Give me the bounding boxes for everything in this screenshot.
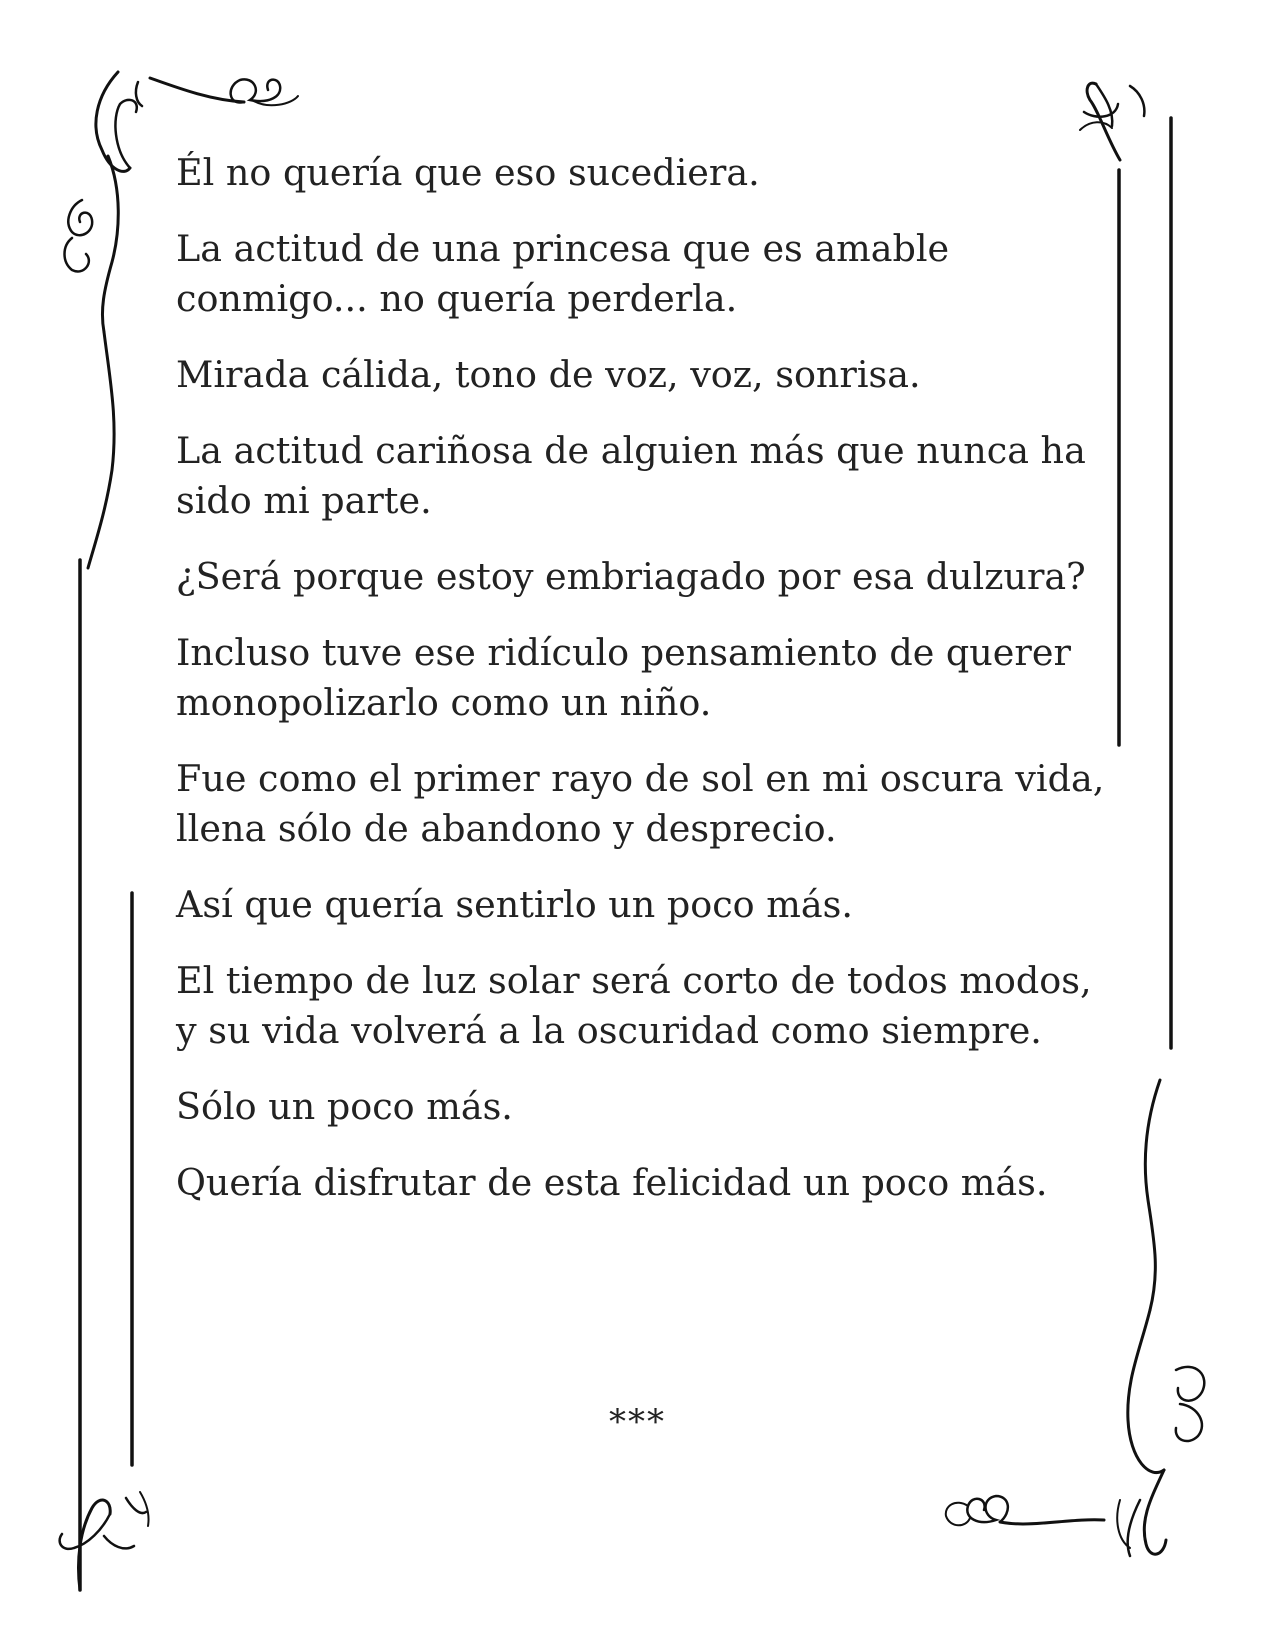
- paragraph: Sólo un poco más.: [176, 1085, 513, 1128]
- flourish-bottom-left-icon: [60, 1492, 149, 1590]
- paragraph: ¿Será porque estoy embriagado por esa dulzura?: [176, 555, 1086, 598]
- paragraph: Él no quería que eso sucediera.: [176, 151, 760, 194]
- paragraph: La actitud cariñosa de alguien más que nunca ha sido mi parte.: [176, 429, 1086, 522]
- paragraph: Fue como el primer rayo de sol en mi oscura vida, llena sólo de abandono y desprecio.: [176, 757, 1105, 850]
- paragraph: Incluso tuve ese ridículo pensamiento de querer monopolizarlo como un niño.: [176, 631, 1071, 724]
- paragraph: Así que quería sentirlo un poco más.: [176, 883, 853, 926]
- paragraph: Quería disfrutar de esta felicidad un poco más.: [176, 1161, 1048, 1204]
- scene-separator: ***: [609, 1402, 666, 1442]
- paragraph: La actitud de una princesa que es amable conmigo... no quería perderla.: [176, 227, 950, 320]
- paragraph: Mirada cálida, tono de voz, voz, sonrisa.: [176, 353, 921, 396]
- story-text: [176, 148, 1106, 1234]
- paragraph: El tiempo de luz solar será corto de todos modos, y su vida volverá a la oscuridad como siempre.: [176, 959, 1092, 1052]
